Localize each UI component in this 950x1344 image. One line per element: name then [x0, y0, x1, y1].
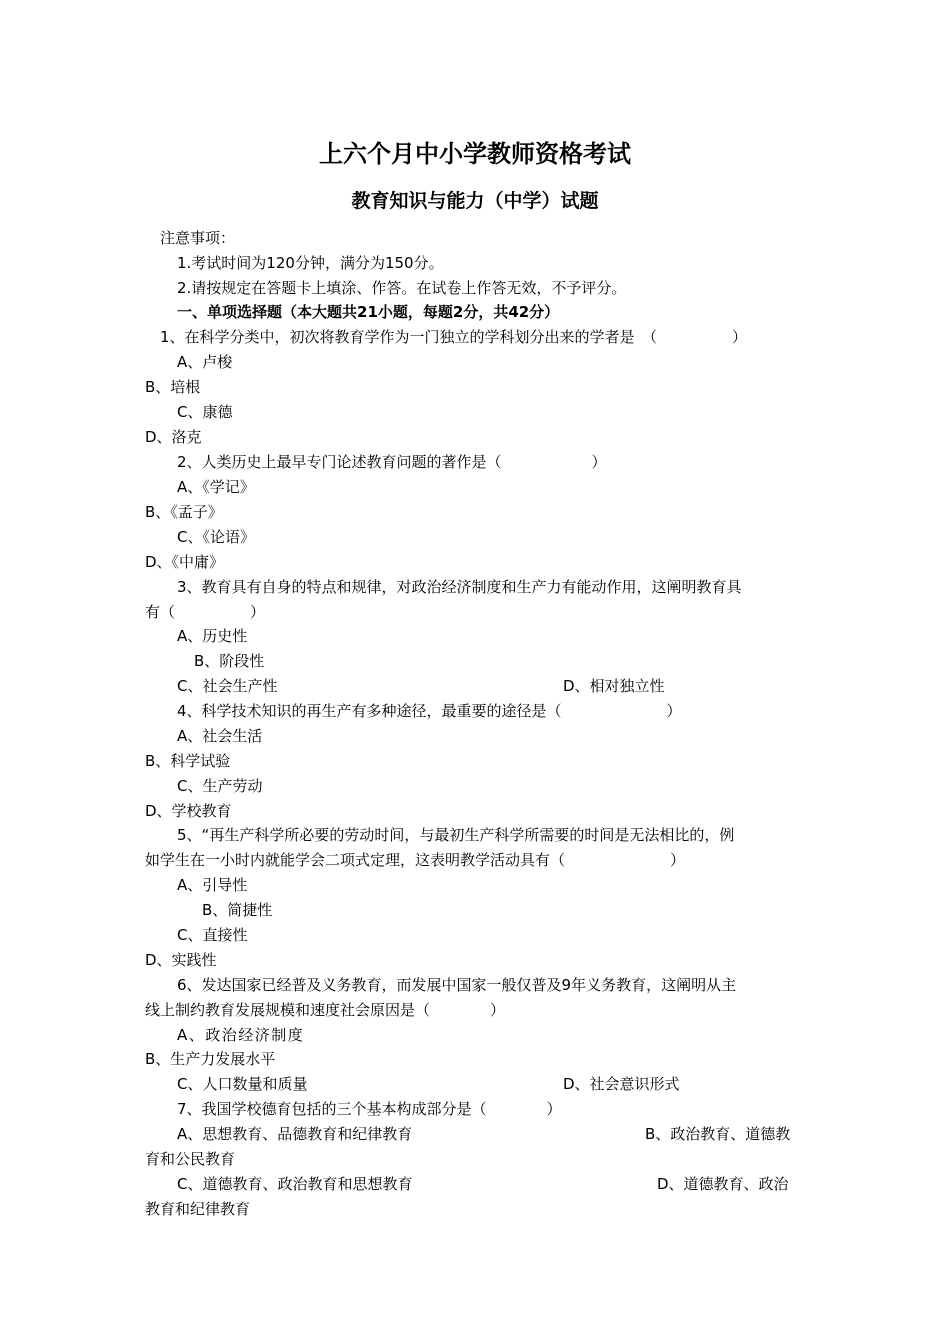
option: D、洛克 [145, 428, 202, 446]
option: A、历史性 [177, 627, 248, 645]
option: C、直接性 [177, 926, 248, 944]
page-subtitle: 教育知识与能力（中学）试题 [351, 190, 599, 212]
question-stem: 3、教育具有自身的特点和规律，对政治经济制度和生产力有能动作用，这阐明教育具 [177, 578, 742, 596]
option: D、《中庸》 [145, 553, 225, 571]
question-stem-cont: 如学生在一小时内就能学会二项式定理，这表明教学活动具有（ ） [145, 851, 686, 869]
option: B、生产力发展水平 [145, 1050, 276, 1068]
option: B、政治教育、道德教 [645, 1125, 791, 1143]
option: B、阶段性 [194, 652, 265, 670]
option: D、相对独立性 [563, 677, 665, 695]
option: D、道德教育、政治 [657, 1175, 789, 1193]
option-cont: 育和公民教育 [145, 1150, 236, 1168]
option: A、政治经济制度 [177, 1026, 305, 1044]
option: C、道德教育、政治教育和思想教育 [177, 1175, 413, 1193]
option: B、培根 [145, 378, 201, 396]
option: C、康德 [177, 403, 233, 421]
option: D、实践性 [145, 951, 217, 969]
option: A、《学记》 [177, 478, 255, 496]
option: A、卢梭 [177, 353, 233, 371]
section-heading: 一、单项选择题（本大题共21小题，每题2分，共42分） [177, 303, 560, 321]
option: A、思想教育、品德教育和纪律教育 [177, 1125, 413, 1143]
question-stem: 4、科学技术知识的再生产有多种途径，最重要的途径是（ ） [177, 702, 682, 720]
notice-item: 1.考试时间为120分钟，满分为150分。 [177, 254, 444, 272]
option: C、《论语》 [177, 528, 255, 546]
option-cont: 教育和纪律教育 [145, 1200, 251, 1218]
question-stem: 7、我国学校德育包括的三个基本构成部分是（ ） [177, 1100, 562, 1118]
option: D、社会意识形式 [563, 1075, 680, 1093]
question-stem-cont: 有（ ） [145, 603, 266, 621]
notice-item: 2.请按规定在答题卡上填涂、作答。在试卷上作答无效，不予评分。 [177, 279, 627, 297]
option: C、生产劳动 [177, 777, 263, 795]
question-stem: 1、在科学分类中，初次将教育学作为一门独立的学科划分出来的学者是 （ ） [160, 328, 748, 346]
question-stem-cont: 线上制约教育发展规模和速度社会原因是（ ） [145, 1001, 506, 1019]
option: D、学校教育 [145, 802, 232, 820]
option: C、人口数量和质量 [177, 1075, 308, 1093]
option: B、《孟子》 [145, 503, 223, 521]
question-stem: 5、“再生产科学所必要的劳动时间，与最初生产科学所需要的时间是无法相比的，例 [177, 826, 735, 844]
option: B、科学试验 [145, 752, 231, 770]
page-title: 上六个月中小学教师资格考试 [319, 140, 631, 168]
option: A、引导性 [177, 876, 248, 894]
question-stem: 6、发达国家已经普及义务教育，而发展中国家一般仅普及9年义务教育，这阐明从主 [177, 976, 737, 994]
notice-heading: 注意事项： [160, 229, 236, 247]
option: B、简捷性 [202, 901, 273, 919]
question-stem: 2、人类历史上最早专门论述教育问题的著作是（ ） [177, 453, 607, 471]
option: C、社会生产性 [177, 677, 278, 695]
option: A、社会生活 [177, 727, 263, 745]
